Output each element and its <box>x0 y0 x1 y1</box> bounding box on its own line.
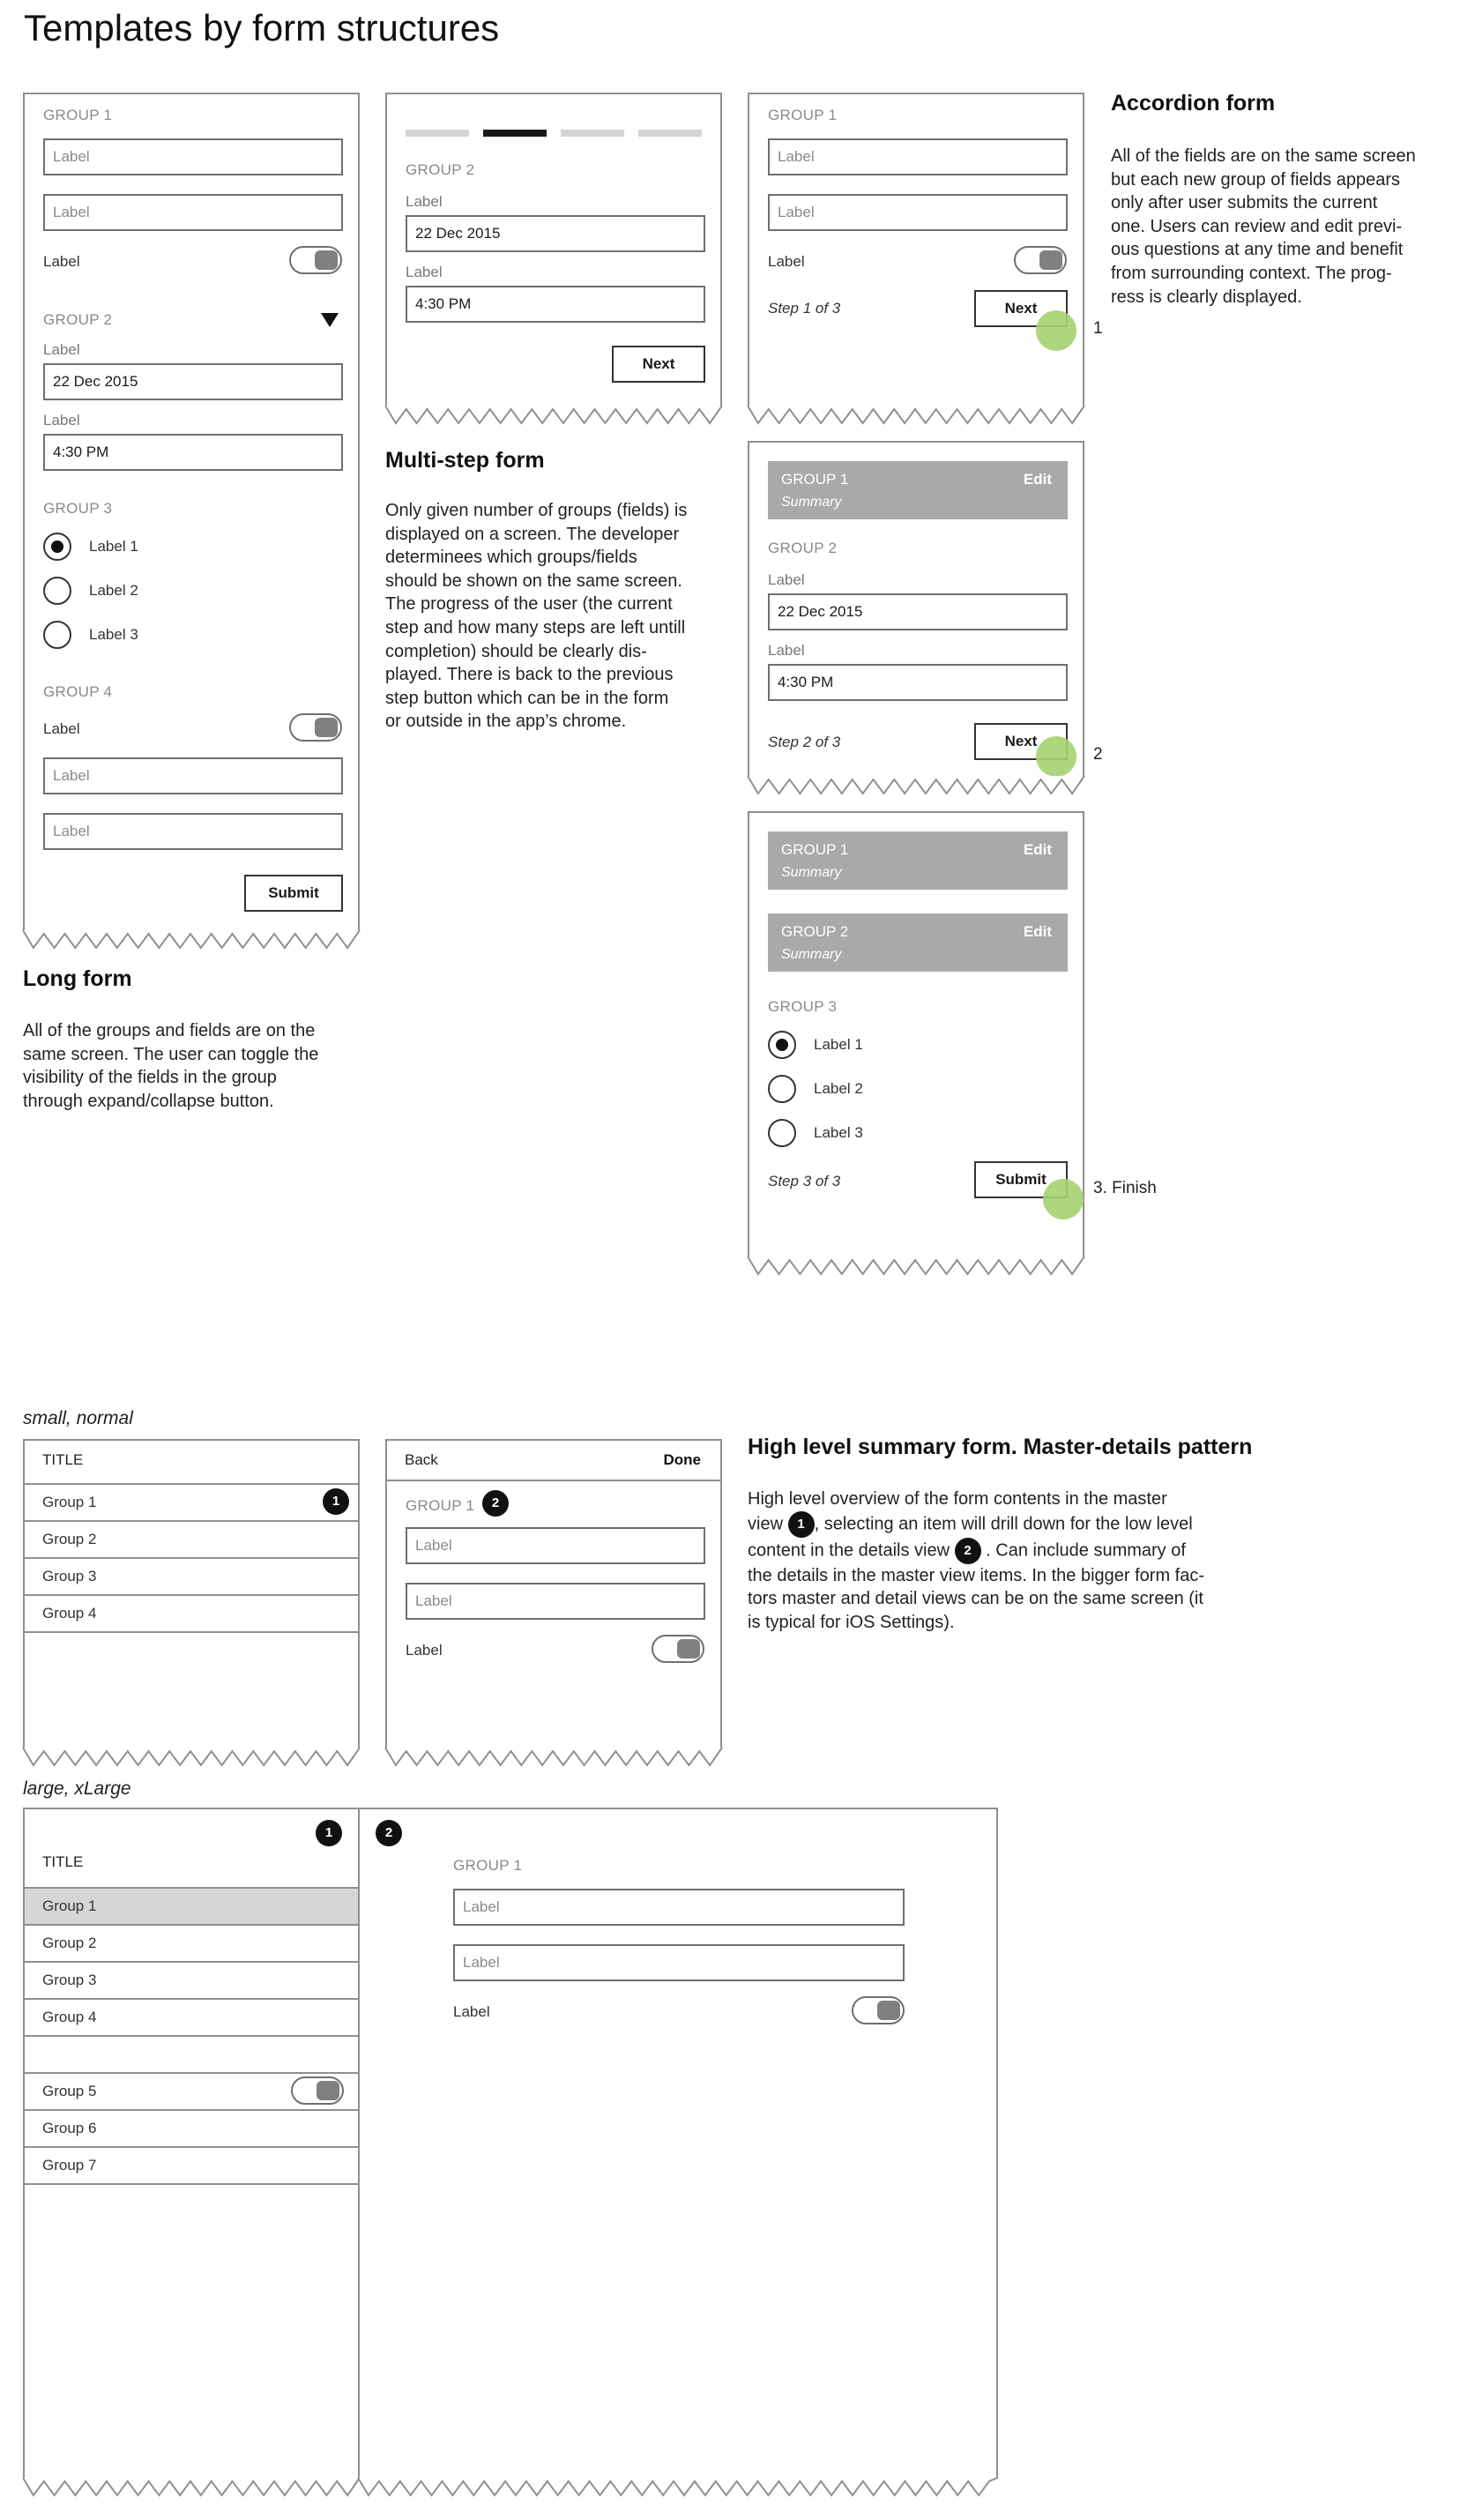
callout-badge-1: 1 <box>316 1820 342 1846</box>
group-3-header: GROUP 3 <box>43 500 113 517</box>
header-divider <box>387 1480 720 1481</box>
toggle-switch[interactable] <box>291 2076 344 2105</box>
progress-step-current <box>483 130 547 137</box>
size-label-large: large, xLarge <box>23 1778 131 1799</box>
toggle-switch[interactable] <box>289 246 342 274</box>
accordion-step-1-screen <box>748 93 1084 406</box>
master-list-item[interactable]: Group 3 <box>25 1961 358 1998</box>
radio-label: Label 2 <box>89 582 138 599</box>
toggle-label: Label <box>43 253 80 270</box>
touch-point-marker <box>1036 736 1076 777</box>
accordion-step-2-screen <box>748 441 1084 776</box>
toggle-label: Label <box>406 1642 443 1659</box>
step-indicator: Step 2 of 3 <box>768 734 841 750</box>
group-2-summary[interactable]: GROUP 2 Summary Edit <box>768 913 1068 972</box>
page-title: Templates by form structures <box>24 7 500 48</box>
text-field[interactable]: Label <box>453 1889 905 1926</box>
time-field[interactable]: 4:30 PM <box>406 286 705 323</box>
detail-view-small <box>385 1439 722 1748</box>
next-button[interactable]: Next <box>974 723 1068 760</box>
radio-label: Label 1 <box>89 538 138 555</box>
toggle-label: Label <box>768 253 805 270</box>
group-2-header: GROUP 2 <box>768 540 838 556</box>
master-list-item[interactable]: Group 7 <box>25 2146 358 2185</box>
text-field[interactable]: Label <box>43 813 343 850</box>
step-indicator: Step 3 of 3 <box>768 1173 841 1189</box>
text-field[interactable]: Label <box>43 138 343 175</box>
master-list-item[interactable]: Group 1 <box>25 1483 358 1520</box>
submit-button[interactable]: Submit <box>974 1161 1068 1198</box>
callout-badge-2: 2 <box>376 1820 402 1846</box>
edit-link[interactable]: Edit <box>1023 841 1052 858</box>
date-field[interactable]: 22 Dec 2015 <box>768 593 1068 630</box>
next-button[interactable]: Next <box>974 290 1068 327</box>
text-field[interactable]: Label <box>43 194 343 231</box>
group-1-summary[interactable]: GROUP 1 Summary Edit <box>768 831 1068 890</box>
accordion-step-3-screen <box>748 811 1084 1256</box>
text-field[interactable]: Label <box>453 1944 905 1981</box>
field-label: Label <box>406 193 443 210</box>
inline-badge-2: 2 <box>955 1538 981 1564</box>
list-spacer <box>25 2035 358 2074</box>
master-list-item[interactable]: Group 6 <box>25 2109 358 2146</box>
radio-label: Label 1 <box>814 1036 863 1053</box>
field-label: Label <box>43 341 80 358</box>
master-details-heading: High level summary form. Master-details pattern <box>748 1435 1253 1459</box>
group-1-header: GROUP 1 <box>43 107 113 123</box>
toggle-label: Label <box>43 720 80 737</box>
multi-step-description: Only given number of groups (fields) is displayed on a screen. The developer determinees which groups/fields should be shown on the same screen. The progress of the user (the current step and how many steps are left untill completion) should be clearly dis- played. There is back to the previous step button which can be in the form or outside in the app’s chrome. <box>385 501 688 732</box>
radio-label: Label 3 <box>814 1124 863 1141</box>
radio-option-1[interactable] <box>768 1031 796 1059</box>
radio-option-1[interactable] <box>43 533 71 561</box>
master-list-item[interactable]: Group 4 <box>25 1594 358 1633</box>
date-field[interactable]: 22 Dec 2015 <box>406 215 705 252</box>
master-list-item-selected[interactable]: Group 1 <box>25 1887 358 1924</box>
text-field[interactable]: Label <box>406 1527 705 1564</box>
group-3-header: GROUP 3 <box>768 998 838 1015</box>
group-4-header: GROUP 4 <box>43 683 113 700</box>
text-field[interactable]: Label <box>406 1583 705 1620</box>
step-indicator: Step 1 of 3 <box>768 300 841 317</box>
step-note: 1 <box>1093 319 1103 338</box>
accordion-description: All of the fields are on the same screen but each new group of fields appears only after user submits the current one. Users can review and edit previ- ous questions at any time and benefit from surrounding context. The prog- ress is clearly displayed. <box>1111 146 1416 307</box>
text-field[interactable]: Label <box>43 757 343 794</box>
master-list-item[interactable]: Group 2 <box>25 1520 358 1557</box>
progress-step <box>406 130 469 137</box>
edit-link[interactable]: Edit <box>1023 471 1052 488</box>
long-form-screen <box>23 93 360 930</box>
master-list-item[interactable]: Group 2 <box>25 1924 358 1961</box>
text-field[interactable]: Label <box>768 138 1068 175</box>
field-label: Label <box>768 571 805 588</box>
edit-link[interactable]: Edit <box>1023 923 1052 940</box>
radio-option-3[interactable] <box>43 621 71 649</box>
master-list-item[interactable]: Group 4 <box>25 1998 358 2035</box>
toggle-switch[interactable] <box>852 1996 905 2024</box>
master-title: TITLE <box>42 1451 84 1468</box>
callout-badge-2: 2 <box>482 1490 509 1517</box>
time-field[interactable]: 4:30 PM <box>43 434 343 471</box>
toggle-switch[interactable] <box>652 1635 704 1663</box>
inline-badge-1: 1 <box>788 1511 815 1538</box>
radio-option-3[interactable] <box>768 1119 796 1147</box>
progress-step <box>638 130 702 137</box>
field-label: Label <box>406 264 443 280</box>
group-1-header: GROUP 1 <box>453 1857 523 1874</box>
toggle-switch[interactable] <box>289 713 342 742</box>
master-list-item[interactable]: Group 5 <box>25 2072 358 2109</box>
accordion-heading: Accordion form <box>1111 91 1276 116</box>
radio-option-2[interactable] <box>768 1075 796 1103</box>
radio-option-2[interactable] <box>43 577 71 605</box>
collapse-triangle-icon[interactable] <box>321 313 339 327</box>
back-button[interactable]: Back <box>405 1451 438 1468</box>
toggle-label: Label <box>453 2003 490 2020</box>
long-form-heading: Long form <box>23 966 132 991</box>
group-1-header: GROUP 1 <box>768 107 838 123</box>
progress-step <box>561 130 624 137</box>
radio-label: Label 2 <box>814 1080 863 1097</box>
touch-point-marker <box>1036 310 1076 351</box>
long-form-description: All of the groups and fields are on the same screen. The user can toggle the visibility of the fields in the group through expand/collapse button. <box>23 1021 319 1111</box>
submit-button[interactable]: Submit <box>244 875 343 912</box>
date-field[interactable]: 22 Dec 2015 <box>43 363 343 400</box>
toggle-switch[interactable] <box>1014 246 1067 274</box>
master-list-item[interactable]: Group 3 <box>25 1557 358 1594</box>
done-button[interactable]: Done <box>663 1451 701 1468</box>
group-1-summary[interactable]: GROUP 1 Summary Edit <box>768 461 1068 519</box>
step-note: 3. Finish <box>1093 1179 1157 1197</box>
master-details-description: High level overview of the form contents in the master view 1 , selecting an item will drill down for the low level content in the details view 2 . Can include summary of the details in the master view items. In the bigger form fac- tors master and detail views can be on the same screen (it is typical for iOS Settings). <box>748 1489 1204 1632</box>
master-view-large <box>23 1808 360 2478</box>
master-view-small <box>23 1439 360 1748</box>
size-label-small: small, normal <box>23 1408 133 1428</box>
multi-step-heading: Multi-step form <box>385 448 545 473</box>
detail-view-large <box>358 1808 998 2478</box>
master-title: TITLE <box>42 1853 84 1870</box>
next-button[interactable]: Next <box>612 346 705 383</box>
touch-point-marker <box>1043 1179 1084 1219</box>
radio-label: Label 3 <box>89 626 138 643</box>
group-2-header: GROUP 2 <box>43 311 113 328</box>
time-field[interactable]: 4:30 PM <box>768 664 1068 701</box>
field-label: Label <box>768 642 805 659</box>
group-2-header: GROUP 2 <box>406 161 475 178</box>
step-note: 2 <box>1093 745 1103 764</box>
callout-badge-1: 1 <box>323 1488 349 1515</box>
field-label: Label <box>43 412 80 429</box>
multi-step-screen <box>385 93 722 406</box>
text-field[interactable]: Label <box>768 194 1068 231</box>
group-1-header: GROUP 1 <box>406 1497 475 1514</box>
